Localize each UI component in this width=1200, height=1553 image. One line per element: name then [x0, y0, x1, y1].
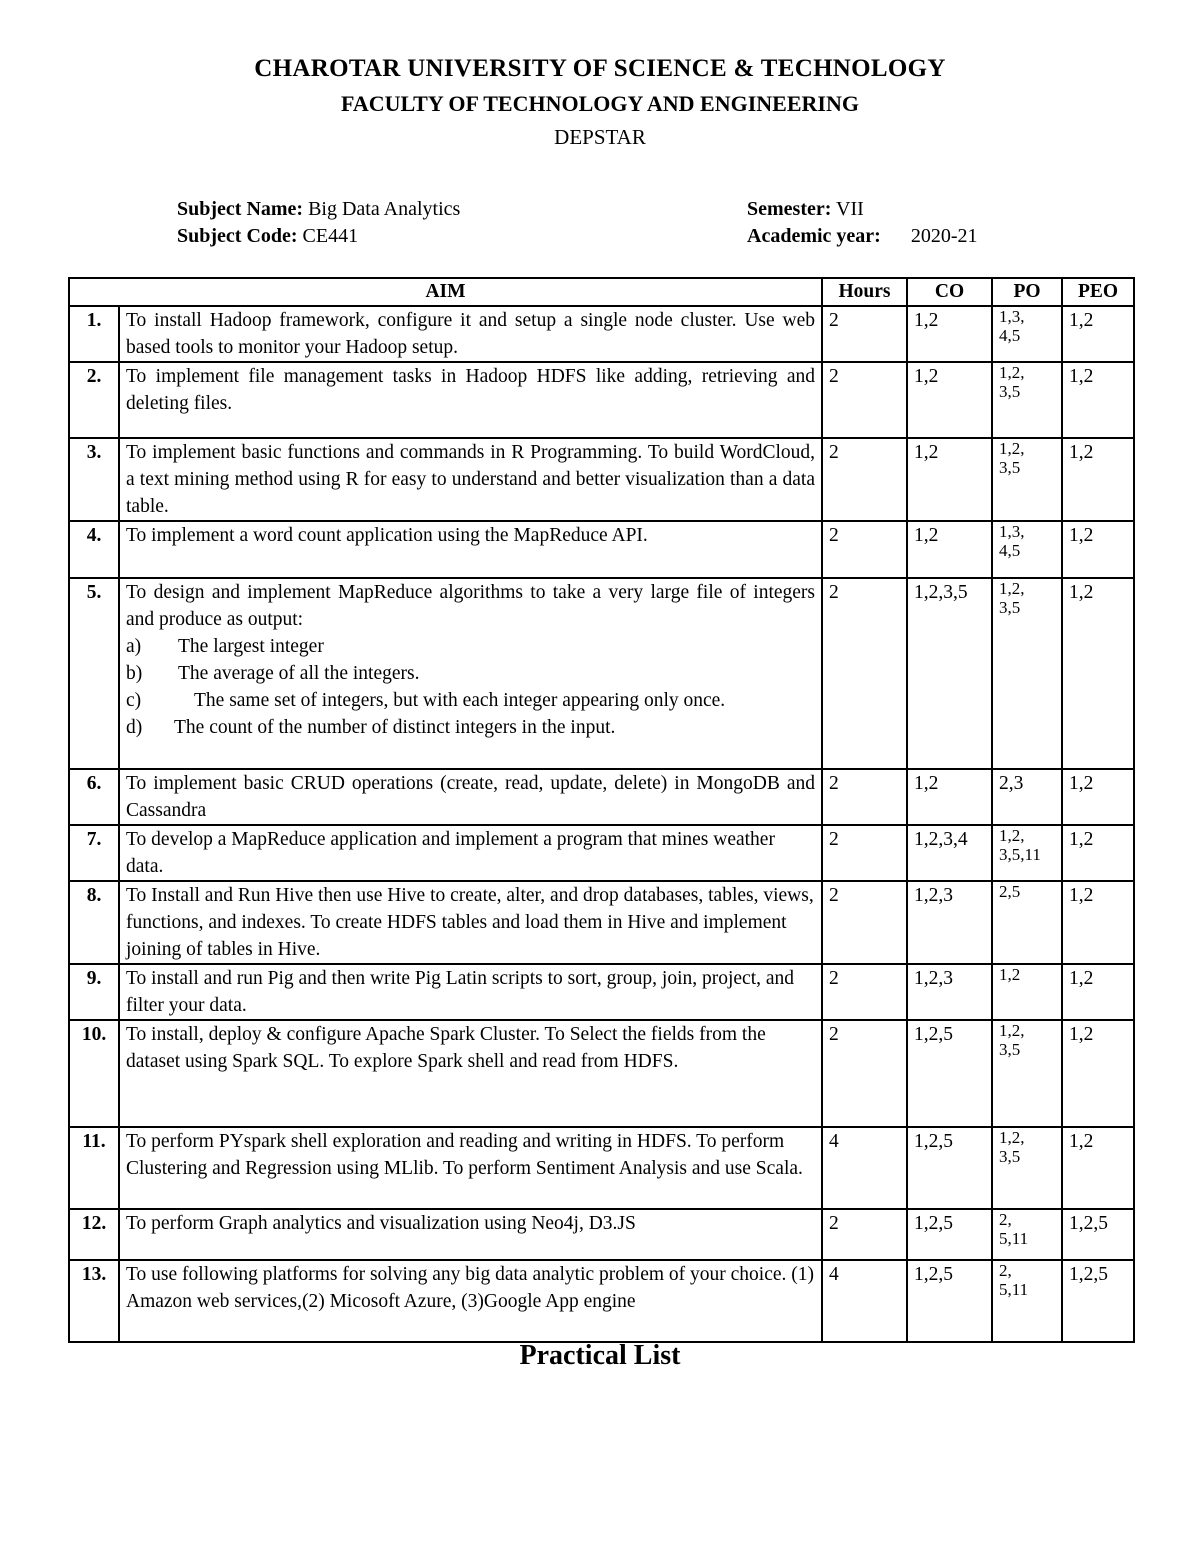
- po-line-1: 2,: [999, 1261, 1012, 1280]
- row-po: [992, 825, 1062, 881]
- po-line-1: 1,2,: [999, 1128, 1025, 1147]
- row-hours: 4: [822, 1127, 907, 1209]
- row-number: 8.: [69, 881, 119, 964]
- row-hours: 2: [822, 521, 907, 578]
- row-peo: 1,2,5: [1062, 1209, 1134, 1260]
- row-hours: 2: [822, 881, 907, 964]
- po-line-1: 1,2,: [999, 1021, 1025, 1040]
- row-number: 9.: [69, 964, 119, 1020]
- table-row: [69, 1209, 1134, 1260]
- row-aim: To implement file management tasks in Hadoop HDFS like adding, retrieving and deleting files.: [119, 362, 822, 438]
- subject-name-value: Big Data Analytics: [308, 198, 461, 220]
- faculty-name: FACULTY OF TECHNOLOGY AND ENGINEERING: [341, 91, 859, 116]
- row-hours: 2: [822, 1020, 907, 1127]
- row-aim: To install, deploy & configure Apache Spark Cluster. To Select the fields from the dataset using Spark SQL. To explore Spark shell and read from HDFS.: [119, 1020, 822, 1127]
- table-row: [69, 1127, 1134, 1209]
- subject-name-label: Subject Name:: [177, 198, 304, 220]
- row-peo: 1,2,5: [1062, 1260, 1134, 1342]
- header-co: CO: [907, 278, 992, 306]
- row-hours: 2: [822, 964, 907, 1020]
- row-peo: 1,2: [1062, 306, 1134, 362]
- row-po: [992, 769, 1062, 825]
- subject-code: [177, 225, 358, 248]
- row-po: [992, 362, 1062, 438]
- row-aim: To implement basic functions and commands in R Programming. To build WordCloud, a text mining method using R for easy to understand and better visualization than a data table.: [119, 438, 822, 521]
- header-aim: AIM: [69, 278, 822, 306]
- aim-subitem-c: c) The same set of integers, but with each integer appearing only once.: [126, 690, 726, 711]
- row-aim: To use following platforms for solving any big data analytic problem of your choice. (1) Amazon web services,(2) Micosoft Azure, (3)Google App engine: [119, 1260, 822, 1342]
- row-aim: To install and run Pig and then write Pig Latin scripts to sort, group, join, project, and filter your data.: [119, 964, 822, 1020]
- row-number: 5.: [69, 578, 119, 769]
- row-aim: To develop a MapReduce application and implement a program that mines weather data.: [119, 825, 822, 881]
- aim-subitem-b: b) The average of all the integers.: [126, 663, 420, 684]
- row-hours: 4: [822, 1260, 907, 1342]
- header-peo: PEO: [1062, 278, 1134, 306]
- row-peo: 1,2: [1062, 1127, 1134, 1209]
- row-co: 1,2,5: [907, 1020, 992, 1127]
- row-aim: To implement basic CRUD operations (create, read, update, delete) in MongoDB and Cassandra: [119, 769, 822, 825]
- table-row: [69, 521, 1134, 578]
- row-co: 1,2,3,5: [907, 578, 992, 769]
- po-line-2: 3,5: [999, 1147, 1021, 1166]
- row-po: [992, 306, 1062, 362]
- po-line-2: 3,5,11: [999, 845, 1041, 864]
- row-co: 1,2: [907, 306, 992, 362]
- row-hours: 2: [822, 362, 907, 438]
- row-number: 12.: [69, 1209, 119, 1260]
- po-line-1: 2,3: [999, 773, 1024, 794]
- practical-list-table: [68, 277, 1135, 1343]
- row-number: 1.: [69, 306, 119, 362]
- po-line-1: 1,3,: [999, 522, 1025, 541]
- table-row: [69, 964, 1134, 1020]
- po-line-1: 1,2,: [999, 363, 1025, 382]
- row-peo: 1,2: [1062, 881, 1134, 964]
- row-number: 7.: [69, 825, 119, 881]
- row-peo: 1,2: [1062, 964, 1134, 1020]
- table-header-row: [69, 278, 1134, 306]
- po-line-2: 3,5: [999, 458, 1021, 477]
- row-aim: To perform PYspark shell exploration and reading and writing in HDFS. To perform Clustering and Regression using MLlib. To perform Sentiment Analysis and use Scala.: [119, 1127, 822, 1209]
- po-line-2: 3,5: [999, 1040, 1021, 1059]
- po-line-1: 1,3,: [999, 307, 1025, 326]
- university-name: CHAROTAR UNIVERSITY OF SCIENCE & TECHNOLOGY: [254, 55, 946, 82]
- row-hours: 2: [822, 438, 907, 521]
- po-line-1: 2,5: [999, 882, 1021, 901]
- row-po: [992, 578, 1062, 769]
- row-aim-intro: To design and implement MapReduce algorithms to take a very large file of integers and produce as output:: [126, 582, 816, 630]
- practical-list-title: Practical List: [519, 1340, 681, 1371]
- row-po: [992, 964, 1062, 1020]
- row-hours: 2: [822, 578, 907, 769]
- row-hours: 2: [822, 825, 907, 881]
- subject-code-value: CE441: [302, 225, 359, 247]
- header-po: PO: [992, 278, 1062, 306]
- academic-year: [747, 225, 978, 248]
- table-row: [69, 362, 1134, 438]
- row-number: 13.: [69, 1260, 119, 1342]
- row-number: 11.: [69, 1127, 119, 1209]
- row-co: 1,2,3: [907, 881, 992, 964]
- row-number: 2.: [69, 362, 119, 438]
- table-row: [69, 769, 1134, 825]
- po-line-1: 1,2: [999, 965, 1021, 984]
- row-po: [992, 521, 1062, 578]
- po-line-1: 1,2,: [999, 579, 1025, 598]
- po-line-2: 3,5: [999, 598, 1021, 617]
- table-row: [69, 306, 1134, 362]
- semester-label: Semester:: [747, 198, 832, 220]
- row-aim: [119, 578, 822, 769]
- po-line-1: 1,2,: [999, 826, 1025, 845]
- row-number: 3.: [69, 438, 119, 521]
- row-number: 10.: [69, 1020, 119, 1127]
- row-co: 1,2,3: [907, 964, 992, 1020]
- academic-year-value: 2020-21: [910, 225, 978, 247]
- table-row: [69, 1020, 1134, 1127]
- row-aim: To implement a word count application using the MapReduce API.: [119, 521, 822, 578]
- aim-subitem-d: d) The count of the number of distinct integers in the input.: [126, 717, 616, 738]
- row-peo: 1,2: [1062, 362, 1134, 438]
- row-po: [992, 438, 1062, 521]
- row-hours: 2: [822, 769, 907, 825]
- row-co: 1,2: [907, 438, 992, 521]
- row-number: 6.: [69, 769, 119, 825]
- row-aim: To perform Graph analytics and visualization using Neo4j, D3.JS: [119, 1209, 822, 1260]
- row-po: [992, 881, 1062, 964]
- row-po: [992, 1260, 1062, 1342]
- department-name: DEPSTAR: [554, 125, 646, 149]
- row-peo: 1,2: [1062, 578, 1134, 769]
- row-peo: 1,2: [1062, 438, 1134, 521]
- row-peo: 1,2: [1062, 769, 1134, 825]
- po-line-2: 3,5: [999, 382, 1021, 401]
- po-line-2: 4,5: [999, 326, 1021, 345]
- table-row: [69, 578, 1134, 769]
- row-aim: To Install and Run Hive then use Hive to create, alter, and drop databases, tables, views, functions, and indexes. To create HDFS tables and load them in Hive and implement joining of tables in Hive.: [119, 881, 822, 964]
- table-row: [69, 1260, 1134, 1342]
- row-peo: 1,2: [1062, 521, 1134, 578]
- table-row: [69, 438, 1134, 521]
- po-line-2: 5,11: [999, 1280, 1029, 1299]
- row-aim: To install Hadoop framework, configure it and setup a single node cluster. Use web based tools to monitor your Hadoop setup.: [119, 306, 822, 362]
- row-peo: 1,2: [1062, 1020, 1134, 1127]
- po-line-2: 4,5: [999, 541, 1021, 560]
- row-po: [992, 1020, 1062, 1127]
- po-line-2: 5,11: [999, 1229, 1029, 1248]
- row-co: 1,2,5: [907, 1127, 992, 1209]
- row-co: 1,2,3,4: [907, 825, 992, 881]
- semester-value: VII: [836, 198, 864, 220]
- table-row: [69, 825, 1134, 881]
- row-co: 1,2,5: [907, 1260, 992, 1342]
- subject-code-label: Subject Code:: [177, 225, 298, 247]
- academic-year-label: Academic year:: [747, 225, 881, 247]
- row-peo: 1,2: [1062, 825, 1134, 881]
- po-line-1: 2,: [999, 1210, 1012, 1229]
- semester: [747, 198, 864, 221]
- row-hours: 2: [822, 1209, 907, 1260]
- po-line-1: 1,2,: [999, 439, 1025, 458]
- header-hours: Hours: [822, 278, 907, 306]
- row-co: 1,2: [907, 362, 992, 438]
- row-number: 4.: [69, 521, 119, 578]
- table-row: [69, 881, 1134, 964]
- row-co: 1,2,5: [907, 1209, 992, 1260]
- row-hours: 2: [822, 306, 907, 362]
- subject-name: [177, 198, 460, 221]
- row-po: [992, 1127, 1062, 1209]
- row-co: 1,2: [907, 769, 992, 825]
- aim-subitem-a: a) The largest integer: [126, 636, 324, 657]
- row-co: 1,2: [907, 521, 992, 578]
- row-po: [992, 1209, 1062, 1260]
